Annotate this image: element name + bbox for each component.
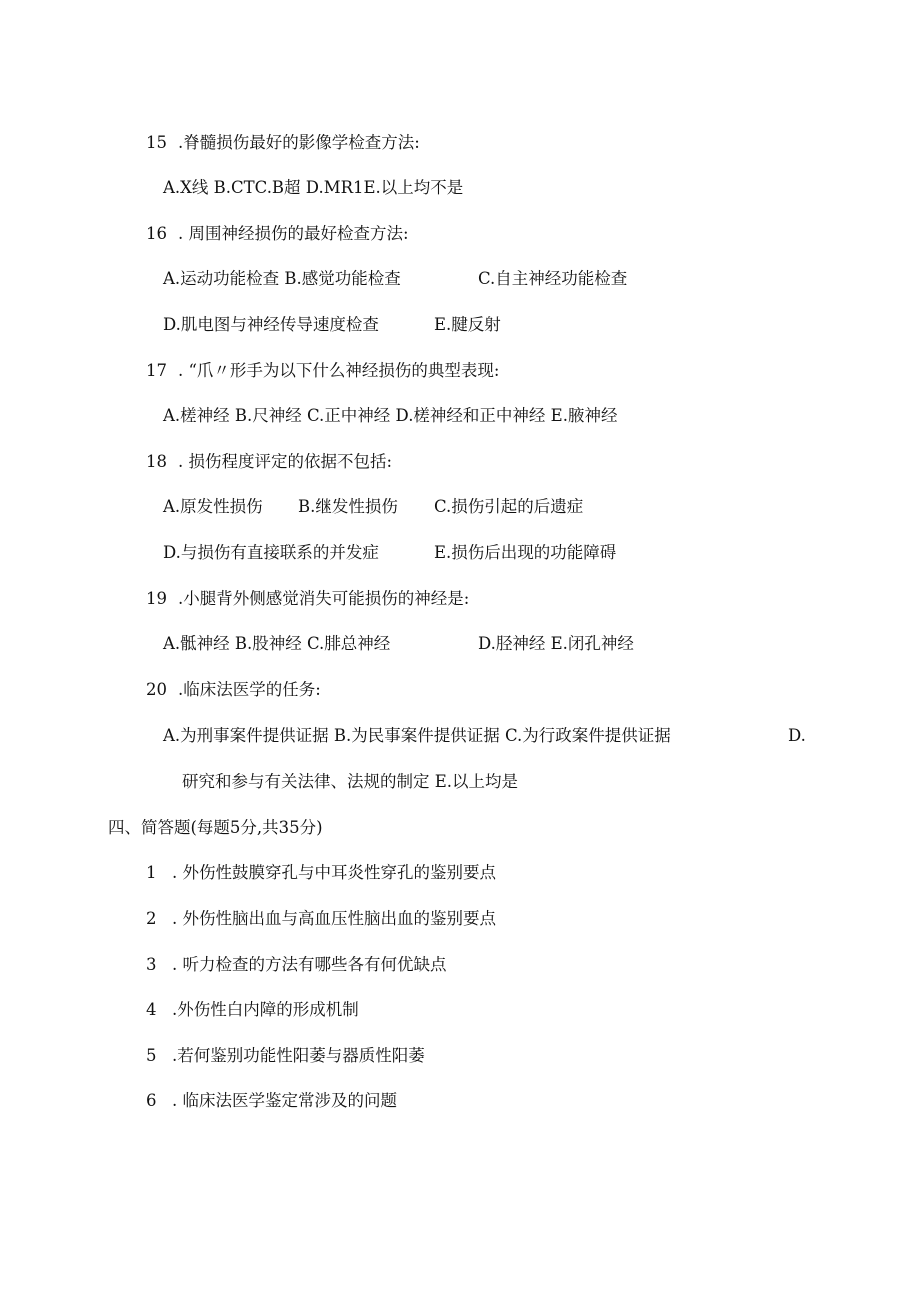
option-abc: A.为刑事案件提供证据 B.为民事案件提供证据 C.为行政案件提供证据 (163, 726, 671, 745)
short-answer-5 (146, 1046, 425, 1066)
option-e: E.损伤后出现的功能障碍 (434, 543, 617, 562)
question-number: 18 (146, 452, 167, 471)
short-answer-1 (146, 863, 496, 883)
item-text: . 外伤性脑出血与高血压性脑出血的鉴别要点 (172, 909, 496, 928)
question-19-options-de (478, 634, 634, 654)
question-16-options-d (163, 315, 379, 335)
question-16-options-a (163, 269, 401, 289)
option-line: A.槎神经 B.尺神经 C.正中神经 D.槎神经和正中神经 E.腋神经 (163, 406, 618, 425)
question-20-options-de (182, 772, 518, 792)
question-18-option-a (163, 497, 263, 517)
question-19-options-abc (163, 634, 390, 654)
option-line: A.X线 B.CTC.B超 D.MR1E.以上均不是 (163, 178, 464, 197)
question-stem: .脊髓损伤最好的影像学检查方法: (178, 133, 420, 152)
item-text: .外伤性白内障的形成机制 (172, 1000, 359, 1019)
option-b: B.继发性损伤 (298, 497, 398, 516)
item-text: . 听力检查的方法有哪些各有何优缺点 (172, 955, 447, 974)
item-number: 2 (146, 909, 157, 928)
item-number: 6 (146, 1091, 157, 1110)
option-c: C.自主神经功能检查 (478, 269, 628, 288)
short-answer-2 (146, 909, 496, 929)
question-16-options-e (434, 315, 501, 335)
question-stem: .临床法医学的任务: (178, 680, 321, 699)
option-ab: A.运动功能检查 B.感觉功能检查 (163, 269, 401, 288)
question-16-options-c (478, 269, 627, 289)
option-d: D.肌电图与神经传导速度检查 (163, 315, 379, 334)
option-de: D.胫神经 E.闭孔神经 (478, 634, 634, 653)
item-number: 4 (146, 1000, 157, 1019)
section-title (108, 818, 323, 838)
question-20-option-d-label (788, 726, 806, 746)
option-e: E.腱反射 (434, 315, 501, 334)
option-c: C.损伤引起的后遗症 (434, 497, 584, 516)
question-20 (146, 680, 321, 700)
item-number: 5 (146, 1046, 157, 1065)
option-de: 研究和参与有关法律、法规的制定 E.以上均是 (182, 772, 519, 791)
question-20-options-abc (163, 726, 671, 746)
question-18-option-d (163, 543, 379, 563)
question-19 (146, 589, 469, 609)
item-number: 3 (146, 955, 157, 974)
short-answer-6 (146, 1091, 397, 1111)
short-answer-3 (146, 955, 447, 975)
item-text: . 外伤性鼓膜穿孔与中耳炎性穿孔的鉴别要点 (172, 863, 496, 882)
question-number: 16 (146, 224, 167, 243)
item-text: .若何鉴别功能性阳萎与器质性阳萎 (172, 1046, 425, 1065)
option-d: D.与损伤有直接联系的并发症 (163, 543, 379, 562)
question-stem: . “爪〃形手为以下什么神经损伤的典型表现: (178, 361, 500, 380)
question-17-options (163, 406, 617, 426)
short-answer-4 (146, 1000, 359, 1020)
question-number: 20 (146, 680, 167, 699)
question-number: 17 (146, 361, 167, 380)
question-18-option-b (298, 497, 398, 517)
option-abc: A.骶神经 B.股神经 C.腓总神经 (163, 634, 391, 653)
question-17 (146, 361, 499, 381)
option-a: A.原发性损伤 (163, 497, 263, 516)
question-stem: . 损伤程度评定的依据不包括: (178, 452, 393, 471)
question-number: 19 (146, 589, 167, 608)
question-18-option-c (434, 497, 583, 517)
question-18-option-e (434, 543, 616, 563)
question-stem: . 周围神经损伤的最好检查方法: (178, 224, 409, 243)
option-d-label: D. (788, 726, 806, 745)
question-stem: .小腿背外侧感觉消失可能损伤的神经是: (178, 589, 470, 608)
question-15 (146, 133, 420, 153)
item-number: 1 (146, 863, 157, 882)
item-text: . 临床法医学鉴定常涉及的问题 (172, 1091, 397, 1110)
question-15-options (163, 178, 463, 198)
question-16 (146, 224, 409, 244)
question-18 (146, 452, 392, 472)
question-number: 15 (146, 133, 167, 152)
section-heading: 四、简答题(每题5分,共35分) (108, 818, 323, 837)
